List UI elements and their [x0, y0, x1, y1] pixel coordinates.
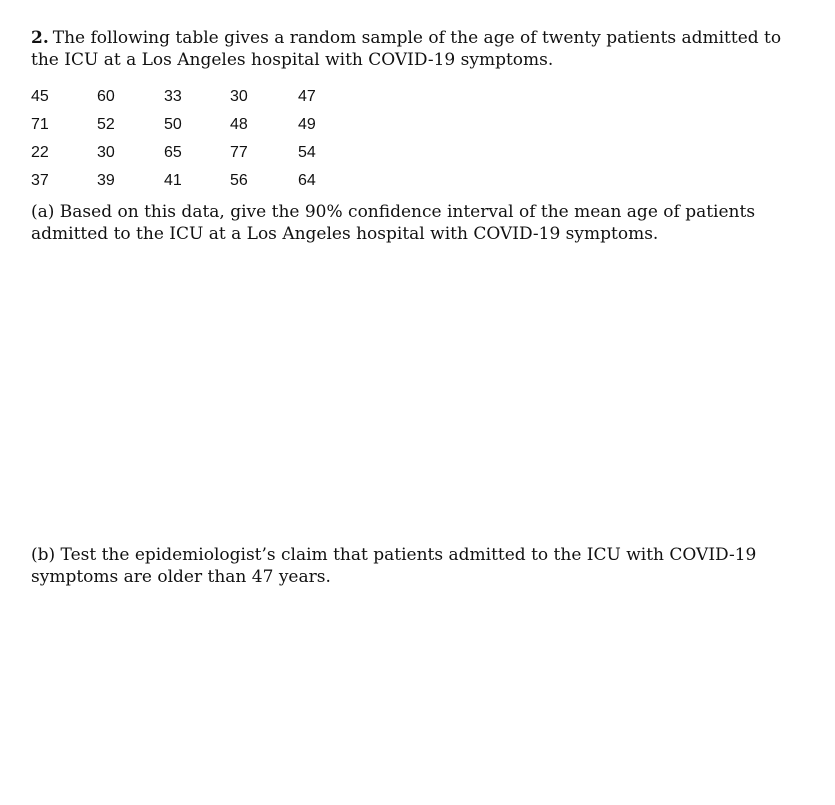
- table-cell: 54: [298, 144, 316, 161]
- table-row: [31, 139, 338, 167]
- table-cell: 47: [298, 88, 316, 105]
- table-cell: 30: [97, 144, 115, 161]
- table-cell: 39: [97, 172, 115, 189]
- table-cell: 52: [97, 116, 115, 133]
- table-row: [31, 167, 338, 195]
- table-cell: 45: [31, 88, 49, 105]
- table-cell: 71: [31, 116, 49, 133]
- table-cell: 41: [164, 172, 182, 189]
- table-cell: 30: [230, 88, 248, 105]
- table-cell: 48: [230, 116, 248, 133]
- ages-table-body: [31, 83, 338, 195]
- table-row: [31, 83, 338, 111]
- part-b-prompt: (b) Test the epidemiologist’s claim that patients admitted to the ICU with COVID-19 symptoms are older than 47 years.: [31, 545, 757, 587]
- table-cell: 56: [230, 172, 248, 189]
- question-number: 2.: [31, 28, 49, 48]
- part-a-prompt: (a) Based on this data, give the 90% confidence interval of the mean age of patients admitted to the ICU at a Los Angeles hospital with COVID-19 symptoms.: [31, 202, 756, 244]
- table-row: [31, 111, 338, 139]
- question-text: The following table gives a random sample of the age of twenty patients admitted to the ICU at a Los Angeles hospital with COVID-19 symptoms.: [31, 28, 782, 70]
- ages-table: [31, 83, 338, 195]
- table-cell: 22: [31, 144, 49, 161]
- table-cell: 49: [298, 116, 316, 133]
- question-statement: [31, 27, 801, 71]
- table-cell: 65: [164, 144, 182, 161]
- table-cell: 33: [164, 88, 182, 105]
- table-cell: 64: [298, 172, 316, 189]
- table-cell: 77: [230, 144, 248, 161]
- table-cell: 60: [97, 88, 115, 105]
- table-cell: 50: [164, 116, 182, 133]
- table-cell: 37: [31, 172, 49, 189]
